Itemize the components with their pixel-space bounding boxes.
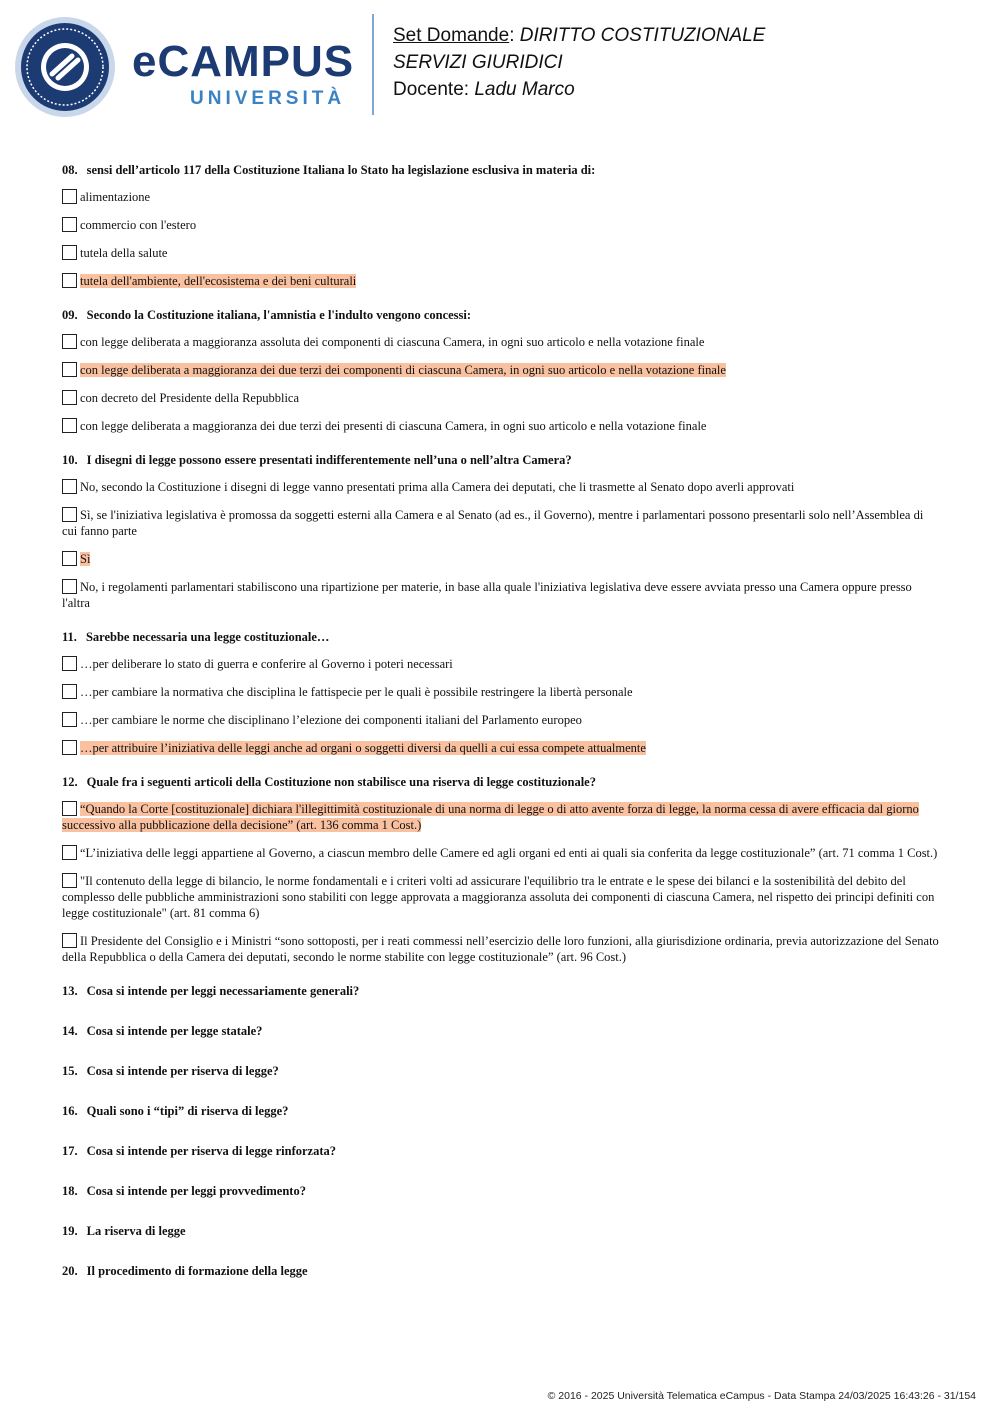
question-number: 19. (62, 1224, 78, 1238)
question-text: Cosa si intende per riserva di legge rinforzata? (86, 1144, 337, 1158)
question-title (62, 1143, 940, 1159)
answer-option (62, 362, 940, 378)
question-number: 17. (62, 1144, 78, 1158)
correct-answer-text: Sì (80, 552, 91, 566)
answer-option (62, 740, 940, 756)
open-question-block (62, 1263, 940, 1279)
page-header (0, 0, 1000, 130)
question-number: 18. (62, 1184, 78, 1198)
question-title (62, 1023, 940, 1039)
answer-text: Sì, se l'iniziativa legislativa è promossa da soggetti esterni alla Camera e al Senato (ad es., il Governo), mentre i parlamentari possono presentarli solo nell’Assemblea di cui fanno parte (62, 508, 924, 538)
question-text: Cosa si intende per riserva di legge? (86, 1064, 279, 1078)
open-question-block (62, 1103, 940, 1119)
open-question-block (62, 983, 940, 999)
answer-option (62, 656, 940, 672)
checkbox[interactable] (62, 507, 77, 522)
checkbox[interactable] (62, 479, 77, 494)
answer-text: No, secondo la Costituzione i disegni di legge vanno presentati prima alla Camera dei deputati, che li trasmette al Senato dopo averli approvati (80, 480, 795, 494)
checkbox[interactable] (62, 740, 77, 755)
question-block (62, 307, 940, 434)
question-number: 20. (62, 1264, 78, 1278)
answer-option (62, 873, 940, 921)
question-number: 12. (62, 775, 78, 789)
answer-text: con decreto del Presidente della Repubblica (80, 391, 300, 405)
checkbox[interactable] (62, 579, 77, 594)
question-title (62, 1183, 940, 1199)
open-question-block (62, 1143, 940, 1159)
checkbox[interactable] (62, 656, 77, 671)
answer-text: No, i regolamenti parlamentari stabiliscono una ripartizione per materie, in base alla quale l'iniziativa legislativa deve essere avviata presso una Camera oppure presso l'altra (62, 580, 912, 610)
header-course-line (393, 49, 765, 76)
answer-text: con legge deliberata a maggioranza dei due terzi dei presenti di ciascuna Camera, in ogni suo articolo e nella votazione finale (80, 419, 707, 433)
question-block (62, 452, 940, 611)
answer-option (62, 507, 940, 539)
course-name: SERVIZI GIURIDICI (393, 52, 563, 73)
question-title (62, 774, 940, 790)
answer-option (62, 273, 940, 289)
answer-text: “L’iniziativa delle leggi appartiene al Governo, a ciascun membro delle Camere ed agli organi ed enti ai quali sia conferita da legge costituzionale” (art. 71 comma 1 Cost.) (80, 846, 938, 860)
answer-option (62, 845, 940, 861)
logo-subtitle: UNIVERSITÀ (190, 88, 346, 109)
question-title (62, 452, 940, 468)
question-text: Cosa si intende per leggi provvedimento? (86, 1184, 306, 1198)
checkbox[interactable] (62, 334, 77, 349)
question-title (62, 1103, 940, 1119)
question-title (62, 1263, 940, 1279)
header-divider (372, 14, 374, 115)
answer-text: "Il contenuto della legge di bilancio, le norme fondamentali e i criteri volti ad assicurare l'equilibrio tra le entrate e le spese dei bilanci e la sostenibilità del debito del complesso delle pubbliche amministrazioni sono stabiliti con legge approvata a maggioranza assoluta dei componenti di ciascuna Camera, nel rispetto dei principi definiti con legge costituzionale" (art. 81 comma 6) (62, 874, 935, 920)
answer-option (62, 189, 940, 205)
answer-option (62, 217, 940, 233)
checkbox[interactable] (62, 551, 77, 566)
answer-text: con legge deliberata a maggioranza assoluta dei componenti di ciascuna Camera, in ogni suo articolo e nella votazione finale (80, 335, 705, 349)
question-title (62, 307, 940, 323)
question-title (62, 1223, 940, 1239)
question-number: 15. (62, 1064, 78, 1078)
question-title (62, 1063, 940, 1079)
correct-answer-text: con legge deliberata a maggioranza dei due terzi dei componenti di ciascuna Camera, in ogni suo articolo e nella votazione finale (80, 363, 726, 377)
question-block (62, 774, 940, 965)
answer-text: Il Presidente del Consiglio e i Ministri “sono sottoposti, per i reati commessi nell’esercizio delle loro funzioni, alla giurisdizione ordinaria, previa autorizzazione del Senato della Repubblica o della Camera dei deputati, secondo le norme stabilite con legge costituzionale” (art. 96 Cost.) (62, 934, 939, 964)
question-number: 08. (62, 163, 78, 177)
answer-option (62, 712, 940, 728)
checkbox[interactable] (62, 362, 77, 377)
question-text: I disegni di legge possono essere presentati indifferentemente nell’una o nell’altra Camera? (86, 453, 572, 467)
checkbox[interactable] (62, 273, 77, 288)
question-block (62, 629, 940, 756)
answer-option (62, 579, 940, 611)
question-text: Sarebbe necessaria una legge costituzionale… (85, 630, 330, 644)
answer-option (62, 418, 940, 434)
checkbox[interactable] (62, 933, 77, 948)
question-number: 16. (62, 1104, 78, 1118)
question-text: La riserva di legge (86, 1224, 186, 1238)
answer-option (62, 933, 940, 965)
question-text: Cosa si intende per legge statale? (86, 1024, 263, 1038)
question-number: 10. (62, 453, 78, 467)
set-label: Set Domande (393, 25, 510, 46)
ecampus-seal-logo (14, 16, 116, 118)
open-question-block (62, 1223, 940, 1239)
teacher-name: Ladu Marco (474, 79, 575, 100)
checkbox[interactable] (62, 245, 77, 260)
question-text: sensi dell’articolo 117 della Costituzione Italiana lo Stato ha legislazione esclusiva in materia di: (86, 163, 596, 177)
correct-answer-text: tutela dell'ambiente, dell'ecosistema e dei beni culturali (80, 274, 357, 288)
checkbox[interactable] (62, 390, 77, 405)
header-teacher-line (393, 76, 765, 103)
answer-text: …per deliberare lo stato di guerra e conferire al Governo i poteri necessari (80, 657, 453, 671)
answer-option (62, 245, 940, 261)
answer-text: commercio con l'estero (80, 218, 197, 232)
teacher-label: Docente: (393, 79, 470, 100)
answer-option (62, 684, 940, 700)
answer-option (62, 390, 940, 406)
answer-text: …per cambiare la normativa che disciplina le fattispecie per le quali è possibile restringere la libertà personale (80, 685, 633, 699)
question-number: 11. (62, 630, 77, 644)
question-number: 13. (62, 984, 78, 998)
answer-text: …per cambiare le norme che disciplinano l’elezione dei componenti italiani del Parlamento europeo (80, 713, 582, 727)
checkbox[interactable] (62, 418, 77, 433)
subject-name: DIRITTO COSTITUZIONALE (519, 25, 766, 46)
answer-option (62, 801, 940, 833)
header-info (393, 22, 765, 103)
open-question-block (62, 1183, 940, 1199)
checkbox[interactable] (62, 217, 77, 232)
question-title (62, 983, 940, 999)
answer-option (62, 479, 940, 495)
checkbox[interactable] (62, 712, 77, 727)
answer-option (62, 334, 940, 350)
checkbox[interactable] (62, 684, 77, 699)
correct-answer-text: “Quando la Corte [costituzionale] dichiara l'illegittimità costituzionale di una norma di legge o di atto avente forza di legge, la norma cessa di avere efficacia dal giorno successivo alla pubblicazione della decisione” (art. 136 comma 1 Cost.) (62, 802, 919, 832)
question-title (62, 162, 940, 178)
question-number: 14. (62, 1024, 78, 1038)
checkbox[interactable] (62, 189, 77, 204)
correct-answer-text: …per attribuire l’iniziativa delle leggi anche ad organi o soggetti diversi da quelli a cui essa compete attualmente (80, 741, 646, 755)
checkbox[interactable] (62, 801, 77, 816)
page-footer: © 2016 - 2025 Università Telematica eCampus - Data Stampa 24/03/2025 16:43:26 - 31/154 (547, 1390, 976, 1402)
question-text: Quali sono i “tipi” di riserva di legge? (86, 1104, 289, 1118)
question-number: 09. (62, 308, 78, 322)
question-block (62, 162, 940, 289)
header-subject-line: Set Domande: DIRITTO COSTITUZIONALE (393, 25, 766, 46)
logo-wordmark: eCAMPUS (132, 37, 355, 86)
question-text: Il procedimento di formazione della legge (86, 1264, 308, 1278)
open-question-block (62, 1023, 940, 1039)
answer-text: alimentazione (80, 190, 151, 204)
answer-text: tutela della salute (80, 246, 168, 260)
checkbox[interactable] (62, 845, 77, 860)
question-text: Secondo la Costituzione italiana, l'amnistia e l'indulto vengono concessi: (86, 308, 472, 322)
question-text: Cosa si intende per leggi necessariamente generali? (86, 984, 360, 998)
question-text: Quale fra i seguenti articoli della Costituzione non stabilisce una riserva di legge costituzionale? (86, 775, 596, 789)
question-list (62, 162, 940, 1303)
checkbox[interactable] (62, 873, 77, 888)
question-title (62, 629, 940, 645)
open-question-block (62, 1063, 940, 1079)
answer-option (62, 551, 940, 567)
